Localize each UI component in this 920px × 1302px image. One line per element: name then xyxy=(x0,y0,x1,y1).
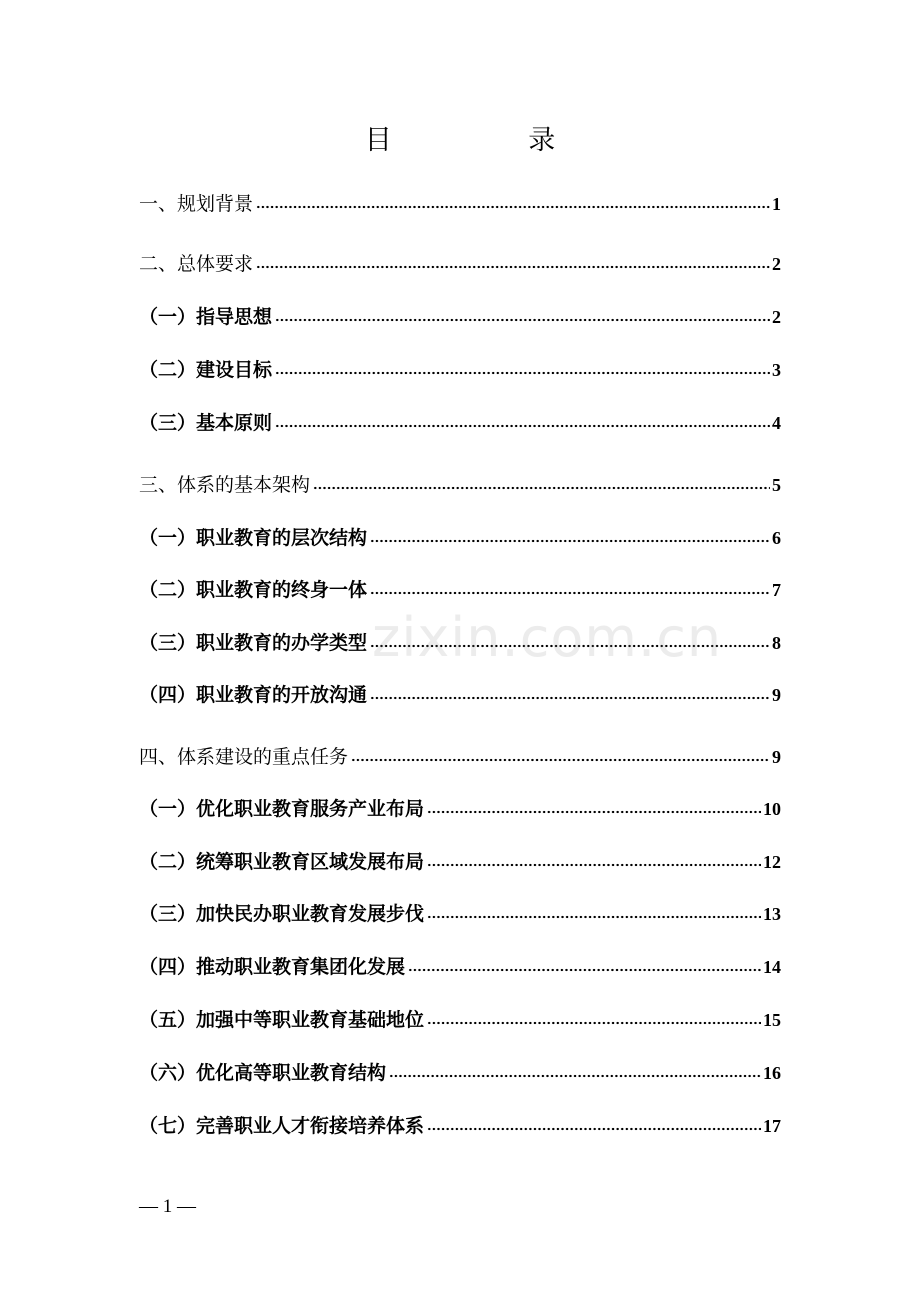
dot-leader xyxy=(275,422,770,430)
toc-entry-label: （二）统筹职业教育区域发展布局 xyxy=(139,851,425,873)
toc-entry-label: （四）推动职业教育集团化发展 xyxy=(139,956,406,978)
toc-entry-page-number: 5 xyxy=(772,475,781,495)
toc-entry-label: （一）职业教育的层次结构 xyxy=(139,527,368,549)
dot-leader xyxy=(370,642,770,650)
toc-entry-page-number: 3 xyxy=(772,360,781,380)
toc-entry[interactable] xyxy=(139,896,781,926)
page-title: 目 录 xyxy=(364,125,620,156)
toc-entry-label: 三、体系的基本架构 xyxy=(139,474,311,496)
toc-entry[interactable] xyxy=(139,299,781,329)
dot-leader xyxy=(351,756,770,764)
toc-entry-page-number: 12 xyxy=(763,852,781,872)
toc-entry-page-number: 1 xyxy=(772,194,781,214)
toc-entry-page-number: 2 xyxy=(772,307,781,327)
dot-leader xyxy=(256,203,770,211)
toc-entry[interactable] xyxy=(139,405,781,435)
toc-entry-label: （三）职业教育的办学类型 xyxy=(139,632,368,654)
toc-entry-label: 一、规划背景 xyxy=(139,193,254,215)
dot-leader xyxy=(370,589,770,597)
toc-entry-page-number: 9 xyxy=(772,685,781,705)
toc-entry-page-number: 15 xyxy=(763,1010,781,1030)
toc-entry[interactable] xyxy=(139,677,781,707)
dot-leader xyxy=(256,263,770,271)
toc-entry-page-number: 7 xyxy=(772,580,781,600)
toc-entry-label: （三）加快民办职业教育发展步伐 xyxy=(139,903,425,925)
toc-entry-label: （六）优化高等职业教育结构 xyxy=(139,1062,387,1084)
toc-entry-page-number: 4 xyxy=(772,413,781,433)
toc-entry-label: （一）指导思想 xyxy=(139,306,273,328)
toc-entry-page-number: 6 xyxy=(772,528,781,548)
dot-leader xyxy=(427,1125,761,1133)
toc-entry[interactable] xyxy=(139,352,781,382)
toc-entry-label: （三）基本原则 xyxy=(139,412,273,434)
toc-entry[interactable] xyxy=(139,791,781,821)
toc-entry-label: 四、体系建设的重点任务 xyxy=(139,746,349,768)
toc-entry-label: （五）加强中等职业教育基础地位 xyxy=(139,1009,425,1031)
toc-entry[interactable] xyxy=(139,844,781,874)
toc-entry-page-number: 10 xyxy=(763,799,781,819)
toc-entry-label: （二）职业教育的终身一体 xyxy=(139,579,368,601)
dot-leader xyxy=(275,369,770,377)
dot-leader xyxy=(408,966,761,974)
dot-leader xyxy=(427,1019,761,1027)
dot-leader xyxy=(427,861,761,869)
toc-entry-page-number: 8 xyxy=(772,633,781,653)
toc-entry-page-number: 16 xyxy=(763,1063,781,1083)
dot-leader xyxy=(427,808,761,816)
toc-entry[interactable] xyxy=(139,1002,781,1032)
toc-entry-page-number: 13 xyxy=(763,904,781,924)
toc-entry-label: （七）完善职业人才衔接培养体系 xyxy=(139,1115,425,1137)
dot-leader xyxy=(275,316,770,324)
toc-entry[interactable] xyxy=(139,572,781,602)
toc-entry[interactable] xyxy=(139,467,781,497)
toc-entry-page-number: 14 xyxy=(763,957,781,977)
toc-entry-page-number: 2 xyxy=(772,254,781,274)
toc-entry[interactable] xyxy=(139,520,781,550)
toc-entry-page-number: 9 xyxy=(772,747,781,767)
toc-entry-label: 二、总体要求 xyxy=(139,253,254,275)
toc-entry[interactable] xyxy=(139,949,781,979)
toc-entry-label: （四）职业教育的开放沟通 xyxy=(139,684,368,706)
toc-entry[interactable] xyxy=(139,1108,781,1138)
dot-leader xyxy=(427,913,761,921)
toc-entry[interactable] xyxy=(139,246,781,276)
toc-entry-page-number: 17 xyxy=(763,1116,781,1136)
toc-entry-label: （二）建设目标 xyxy=(139,359,273,381)
page-number-footer: — 1 — xyxy=(139,1196,196,1217)
toc-entry-label: （一）优化职业教育服务产业布局 xyxy=(139,798,425,820)
dot-leader xyxy=(370,694,770,702)
watermark: zixin.com.cn xyxy=(372,606,723,669)
toc-entry[interactable] xyxy=(139,625,781,655)
dot-leader xyxy=(370,537,770,545)
toc-entry[interactable] xyxy=(139,1055,781,1085)
dot-leader xyxy=(389,1072,761,1080)
toc-entry[interactable] xyxy=(139,186,781,216)
toc-entry[interactable] xyxy=(139,739,781,769)
dot-leader xyxy=(313,484,770,492)
